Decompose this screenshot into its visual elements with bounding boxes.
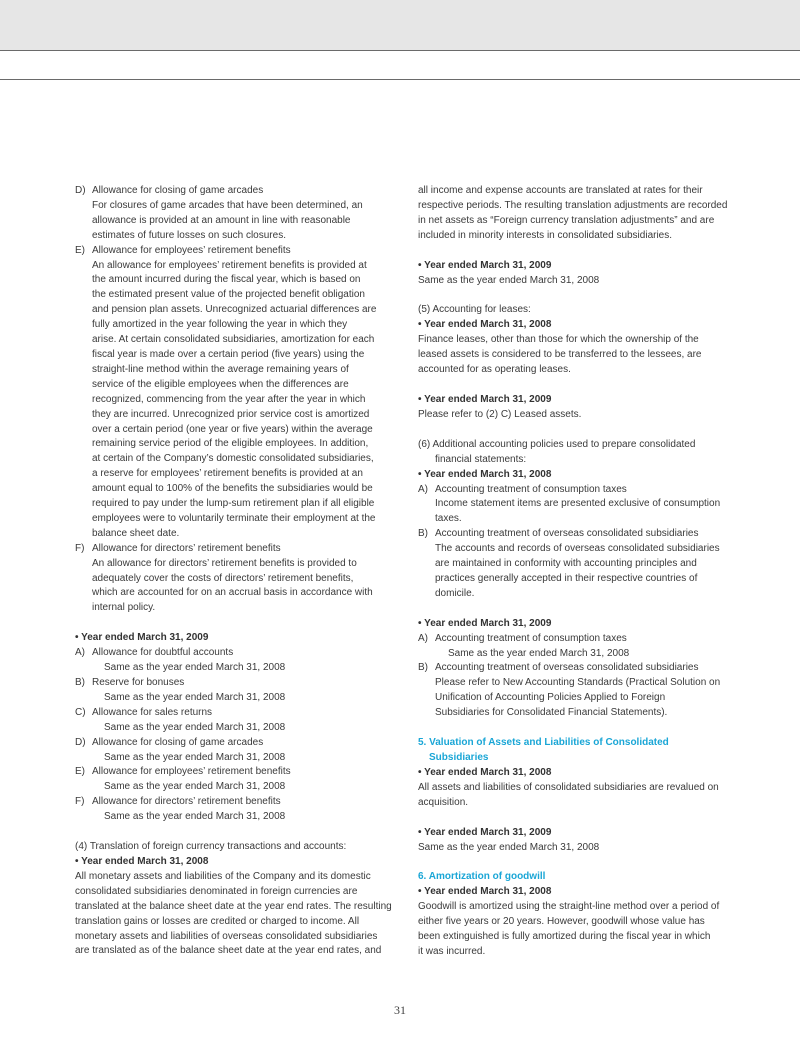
- item-b-line: practices generally accepted in their respective countries of: [435, 572, 698, 584]
- year-heading-2008: • Year ended March 31, 2008: [418, 886, 552, 898]
- item-f-line: internal policy.: [92, 602, 156, 614]
- list-item: E) Allowance for employees’ retirement benefits: [75, 766, 291, 778]
- year-heading-2009: • Year ended March 31, 2009: [418, 617, 552, 629]
- item-e-line: balance sheet date.: [92, 527, 180, 539]
- goodwill-line: Goodwill is amortized using the straight-line method over a period of: [418, 901, 720, 913]
- item-e-line: employees were to voluntarily terminate their employment at the: [92, 512, 376, 524]
- item-b-line: The accounts and records of overseas consolidated subsidiaries: [435, 543, 720, 555]
- section-4-line: consolidated subsidiaries denominated in foreign currencies are: [75, 885, 358, 897]
- item-d-line: allowance is provided at an amount in line with reasonable: [92, 214, 351, 226]
- section-4-cont-line: all income and expense accounts are translated at rates for their: [418, 185, 703, 196]
- same-as-text: Same as the year ended March 31, 2008: [418, 274, 600, 286]
- year-heading-2009: • Year ended March 31, 2009: [418, 826, 552, 838]
- item-e-line: they are incurred. Unrecognized prior service cost is amortized: [92, 408, 370, 420]
- list-item-same: Same as the year ended March 31, 2008: [104, 691, 286, 703]
- header-rule: [0, 79, 800, 80]
- section-4-cont-line: respective periods. The resulting translation adjustments are recorded: [418, 199, 728, 211]
- item-d-line: estimates of future losses on such closures.: [92, 229, 286, 241]
- item-b-heading: B) Accounting treatment of overseas consolidated subsidiaries: [418, 528, 699, 540]
- item-e-line: An allowance for employees’ retirement benefits is provided at: [92, 259, 367, 271]
- item-b-line: Subsidiaries for Consolidated Financial Statements).: [435, 707, 668, 719]
- item-d-line: For closures of game arcades that have been determined, an: [92, 199, 363, 211]
- section-4-line: All monetary assets and liabilities of the Company and its domestic: [75, 870, 371, 882]
- item-b-line: are maintained in conformity with accounting principles and: [435, 558, 697, 570]
- item-f-line: An allowance for directors’ retirement benefits is provided to: [92, 557, 357, 569]
- item-e-line: fully amortized in the year following the year in which they: [92, 319, 348, 331]
- item-f-heading: F) Allowance for directors’ retirement benefits: [75, 542, 281, 554]
- list-item-same: Same as the year ended March 31, 2008: [104, 811, 286, 823]
- item-d-heading: D) Allowance for closing of game arcades: [75, 185, 264, 196]
- list-item: C) Allowance for sales returns: [75, 706, 213, 718]
- goodwill-line: it was incurred.: [418, 945, 486, 957]
- item-a-heading: A) Accounting treatment of consumption taxes: [418, 632, 627, 644]
- section-4-line: monetary assets and liabilities of overseas consolidated subsidiaries: [75, 930, 378, 942]
- item-b-heading: B) Accounting treatment of overseas consolidated subsidiaries: [418, 662, 699, 674]
- section-4-title: (4) Translation of foreign currency transactions and accounts:: [75, 841, 347, 853]
- item-a-heading: A) Accounting treatment of consumption taxes: [418, 483, 627, 495]
- section-4-line: are translated as of the balance sheet date at the year end rates, and: [75, 945, 382, 957]
- item-a-line: Income statement items are presented exclusive of consumption: [435, 498, 721, 510]
- item-e-line: arise. At certain consolidated subsidiaries, amortization for each: [92, 334, 375, 346]
- section-6-title-cont: financial statements:: [435, 453, 527, 465]
- section-5-line: leased assets is considered to be transferred to the lessees, are: [418, 349, 702, 361]
- section-5-heading: 5. Valuation of Assets and Liabilities of Consolidated Subsidiaries: [418, 737, 669, 763]
- list-item: B) Reserve for bonuses: [75, 677, 185, 688]
- item-e-line: service of the eligible employees when the differences are: [92, 378, 349, 390]
- section-4-line: translation gains or losses are credited or charged to income. All: [75, 915, 360, 927]
- year-heading-2009: • Year ended March 31, 2009: [418, 259, 552, 271]
- item-e-line: over a certain period (one year or five years) within the average: [92, 423, 373, 435]
- section-4-cont-line: included in minority interests in consolidated subsidiaries.: [418, 229, 673, 241]
- list-item: A) Allowance for doubtful accounts: [75, 647, 234, 659]
- section-4-cont-line: in net assets as “Foreign currency translation adjustments” and are: [418, 214, 715, 226]
- item-e-line: at certain of the Company’s domestic consolidated subsidiaries,: [92, 453, 374, 465]
- year-heading-2008: • Year ended March 31, 2008: [418, 468, 552, 480]
- left-column: [75, 184, 395, 959]
- item-e-heading: E) Allowance for employees’ retirement benefits: [75, 244, 291, 256]
- goodwill-line: been extinguished is fully amortized during the fiscal year in which: [418, 931, 711, 943]
- section-6-heading: 6. Amortization of goodwill: [418, 871, 546, 883]
- section-5-line: accounted for as operating leases.: [418, 364, 571, 376]
- year-heading-2009: • Year ended March 31, 2009: [418, 393, 552, 405]
- page-number: 31: [394, 1003, 406, 1017]
- item-e-line: the amount incurred during the fiscal year, which is based on: [92, 274, 361, 286]
- item-f-line: which are accounted for on an accrual basis in accordance with: [92, 587, 373, 599]
- item-e-line: remaining service period of the eligible employees. In addition,: [92, 438, 369, 450]
- item-e-line: and pension plan assets. Unrecognized actuarial differences are: [92, 304, 377, 316]
- header-band: [0, 0, 800, 51]
- valuation-line: acquisition.: [418, 796, 469, 808]
- item-e-line: recognized, commencing from the year after the year in which: [92, 393, 366, 405]
- item-e-line: fiscal year is made over a certain period (five years) using the: [92, 348, 365, 360]
- section-6-title: (6) Additional accounting policies used to prepare consolidated: [418, 438, 696, 450]
- right-column: [418, 184, 730, 960]
- section-4-line: translated at the balance sheet date at the year end rates. The resulting: [75, 900, 392, 912]
- same-as-text: Same as the year ended March 31, 2008: [448, 647, 630, 659]
- list-item-same: Same as the year ended March 31, 2008: [104, 781, 286, 793]
- goodwill-line: either five years or 20 years. However, goodwill whose value has: [418, 916, 705, 928]
- item-e-line: the estimated present value of the projected benefit obligation: [92, 289, 365, 301]
- item-b-line: domicile.: [435, 587, 475, 599]
- list-item-same: Same as the year ended March 31, 2008: [104, 721, 286, 733]
- year-heading-2008: • Year ended March 31, 2008: [418, 319, 552, 331]
- year-heading-2008: • Year ended March 31, 2008: [418, 766, 552, 778]
- item-e-line: straight-line method within the average remaining years of: [92, 363, 349, 375]
- item-e-line: amount equal to 100% of the benefits the subsidiaries would be: [92, 483, 373, 495]
- list-item: F) Allowance for directors’ retirement benefits: [75, 796, 281, 808]
- year-heading-2008: • Year ended March 31, 2008: [75, 855, 209, 867]
- list-item-same: Same as the year ended March 31, 2008: [104, 751, 286, 763]
- item-e-line: a reserve for employees’ retirement benefits is provided at an: [92, 468, 363, 480]
- section-5-ref: Please refer to (2) C) Leased assets.: [418, 408, 582, 420]
- section-5-line: Finance leases, other than those for which the ownership of the: [418, 334, 699, 346]
- item-a-line: taxes.: [435, 513, 462, 525]
- list-item-same: Same as the year ended March 31, 2008: [104, 662, 286, 674]
- item-f-line: adequately cover the costs of directors’ retirement benefits,: [92, 572, 354, 584]
- same-as-text: Same as the year ended March 31, 2008: [418, 841, 600, 853]
- item-b-line: Please refer to New Accounting Standards (Practical Solution on: [435, 677, 721, 689]
- section-5-title: (5) Accounting for leases:: [418, 304, 531, 316]
- year-heading-2009: • Year ended March 31, 2009: [75, 632, 209, 644]
- item-e-line: required to pay under the lump-sum retirement plan if all eligible: [92, 498, 375, 510]
- list-item: D) Allowance for closing of game arcades: [75, 736, 264, 748]
- item-b-line: Unification of Accounting Policies Applied to Foreign: [435, 692, 666, 704]
- valuation-line: All assets and liabilities of consolidated subsidiaries are revalued on: [418, 781, 719, 793]
